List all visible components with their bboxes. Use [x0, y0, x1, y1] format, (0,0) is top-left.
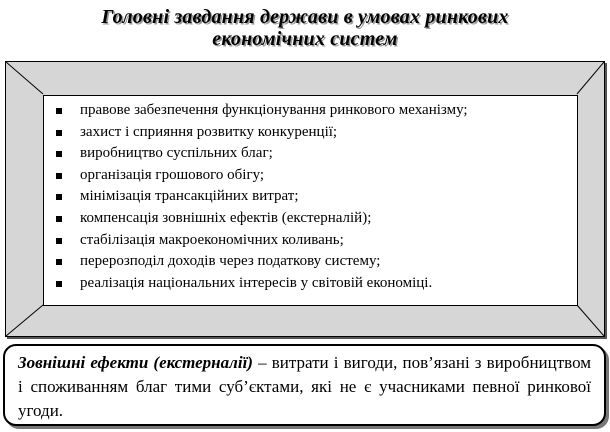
- bullet-icon: [56, 130, 62, 136]
- bullet-icon: [56, 194, 62, 200]
- tasks-panel: [43, 95, 578, 306]
- bullet-icon: [56, 216, 62, 222]
- list-item: стабілізація макроекономічних коливань;: [53, 230, 571, 252]
- list-item: організація грошового обігу;: [53, 165, 571, 187]
- list-item: реалізація національних інтересів у світовій економіці.: [53, 273, 571, 295]
- definition-box: [3, 344, 606, 426]
- bullet-icon: [56, 238, 62, 244]
- list-item: перерозподіл доходів через податкову систему;: [53, 251, 571, 273]
- definition-text: – витрати і вигоди, пов’язані з виробництвом і споживанням благ тими суб’єктами, які не є учасниками певної ринкової угоди.: [18, 353, 592, 420]
- list-item: компенсація зовнішніх ефектів (екстерналій);: [53, 208, 571, 230]
- page-title: [0, 6, 610, 50]
- bullet-icon: [56, 173, 62, 179]
- tasks-list: [53, 100, 571, 294]
- bullet-icon: [56, 281, 62, 287]
- list-item: мінімізація трансакційних витрат;: [53, 186, 571, 208]
- list-item: виробництво суспільних благ;: [53, 143, 571, 165]
- tasks-frame: [5, 61, 605, 337]
- list-item: правове забезпечення функціонування ринкового механізму;: [53, 100, 571, 122]
- title-line-1: Головні завдання держави в умовах ринкових: [101, 6, 509, 28]
- bullet-icon: [56, 108, 62, 114]
- bullet-icon: [56, 259, 62, 265]
- bullet-icon: [56, 151, 62, 157]
- title-line-2: економічних систем: [212, 28, 398, 50]
- list-item: захист і сприяння розвитку конкуренції;: [53, 122, 571, 144]
- definition-term: Зовнішні ефекти (екстерналії): [18, 353, 253, 372]
